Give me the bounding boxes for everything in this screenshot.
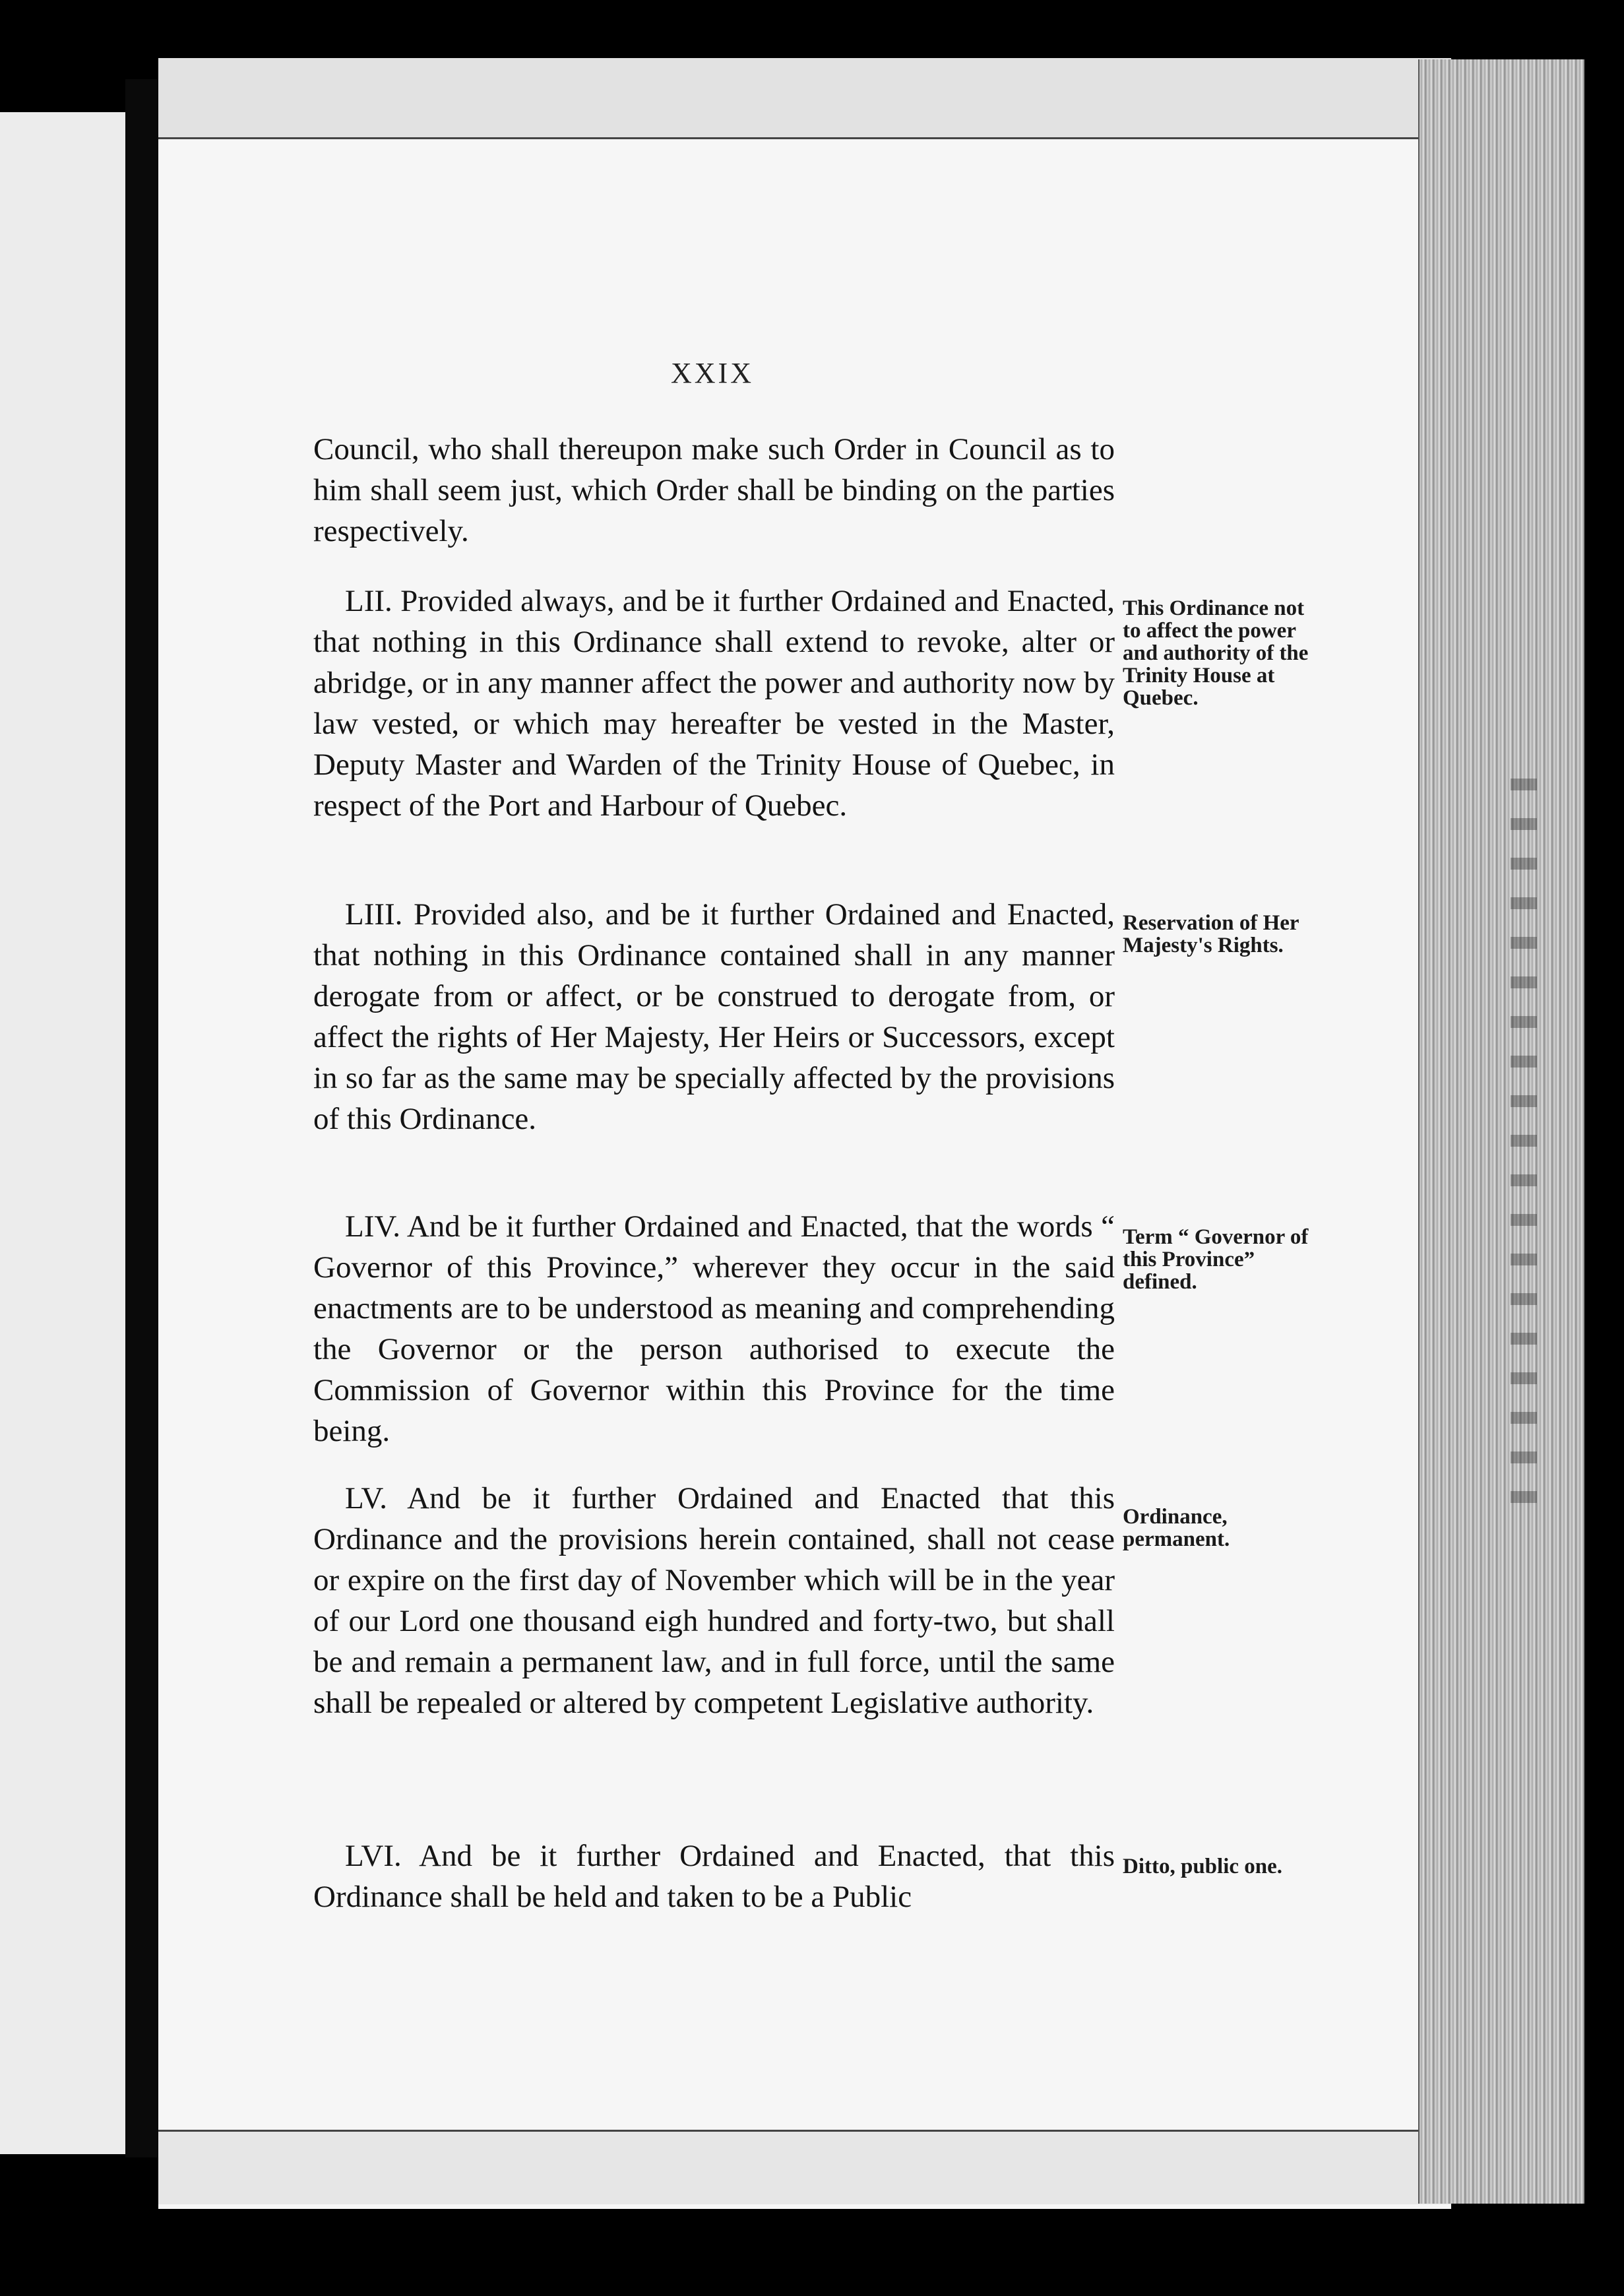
margin-note-liv: Term “ Governor of this Province” defined. — [1123, 1225, 1309, 1294]
paragraph-text: Council, who shall thereupon make such Order in Council as to him shall seem just, which Order shall be binding on the parties respectively. — [313, 432, 1115, 548]
paragraph-continuation — [313, 429, 1115, 552]
margin-note-lii: This Ordinance not to affect the power and authority of the Trinity House at Quebec. — [1123, 596, 1309, 710]
page-number: XXIX — [671, 357, 754, 389]
paragraph-text: LIV. And be it further Ordained and Enacted, that the words “ Governor of this Province,” wherever they occur in the said enactments are to be understood as meaning and comprehending the Governor or the person authorised to execute the Commission of Governor within this Province for the time being. — [313, 1209, 1115, 1448]
page-bottom-margin — [158, 2130, 1451, 2204]
margin-note-lv: Ordinance, permanent. — [1123, 1505, 1230, 1551]
paragraph-section-liv — [313, 1206, 1115, 1451]
paragraph-text: LIII. Provided also, and be it further Ordained and Enacted, that nothing in this Ordinance contained shall in any manner derogate from or affect, or be construed to derogate from, or affect the rights of Her Majesty, Her Heirs or Successors, except in so far as the same may be specially affected by the provisions of this Ordinance. — [313, 897, 1115, 1136]
facing-page-edge — [0, 112, 127, 2154]
paragraph-section-lvi — [313, 1835, 1115, 1917]
paragraph-text: LII. Provided always, and be it further Ordained and Enacted, that nothing in this Ordinance shall extend to revoke, alter or abridge, or in any manner affect the power and authority now by law vested, or which may hereafter be vested in the Master, Deputy Master and Warden of the Trinity House of Quebec, in respect of the Port and Harbour of Quebec. — [313, 584, 1115, 823]
paragraph-section-liii — [313, 894, 1115, 1139]
book-fore-edge — [1418, 59, 1584, 2204]
margin-note-liii: Reservation of Her Majesty's Rights. — [1123, 911, 1299, 957]
paragraph-section-lv — [313, 1478, 1115, 1723]
bleed-through-marks — [1511, 779, 1537, 1504]
paragraph-section-lii — [313, 581, 1115, 826]
page-top-margin — [158, 58, 1451, 139]
paragraph-text: LV. And be it further Ordained and Enacted that this Ordinance and the provisions herein contained, shall not cease or expire on the first day of November which will be in the year of our Lord one thousand eigh hundred and forty-two, but shall be and remain a permanent law, and in full force, until the same shall be repealed or altered by competent Legislative authority. — [313, 1481, 1115, 1720]
margin-note-lvi: Ditto, public one. — [1123, 1855, 1283, 1878]
paragraph-text: LVI. And be it further Ordained and Enacted, that this Ordinance shall be held and taken to be a Public — [313, 1839, 1115, 1914]
